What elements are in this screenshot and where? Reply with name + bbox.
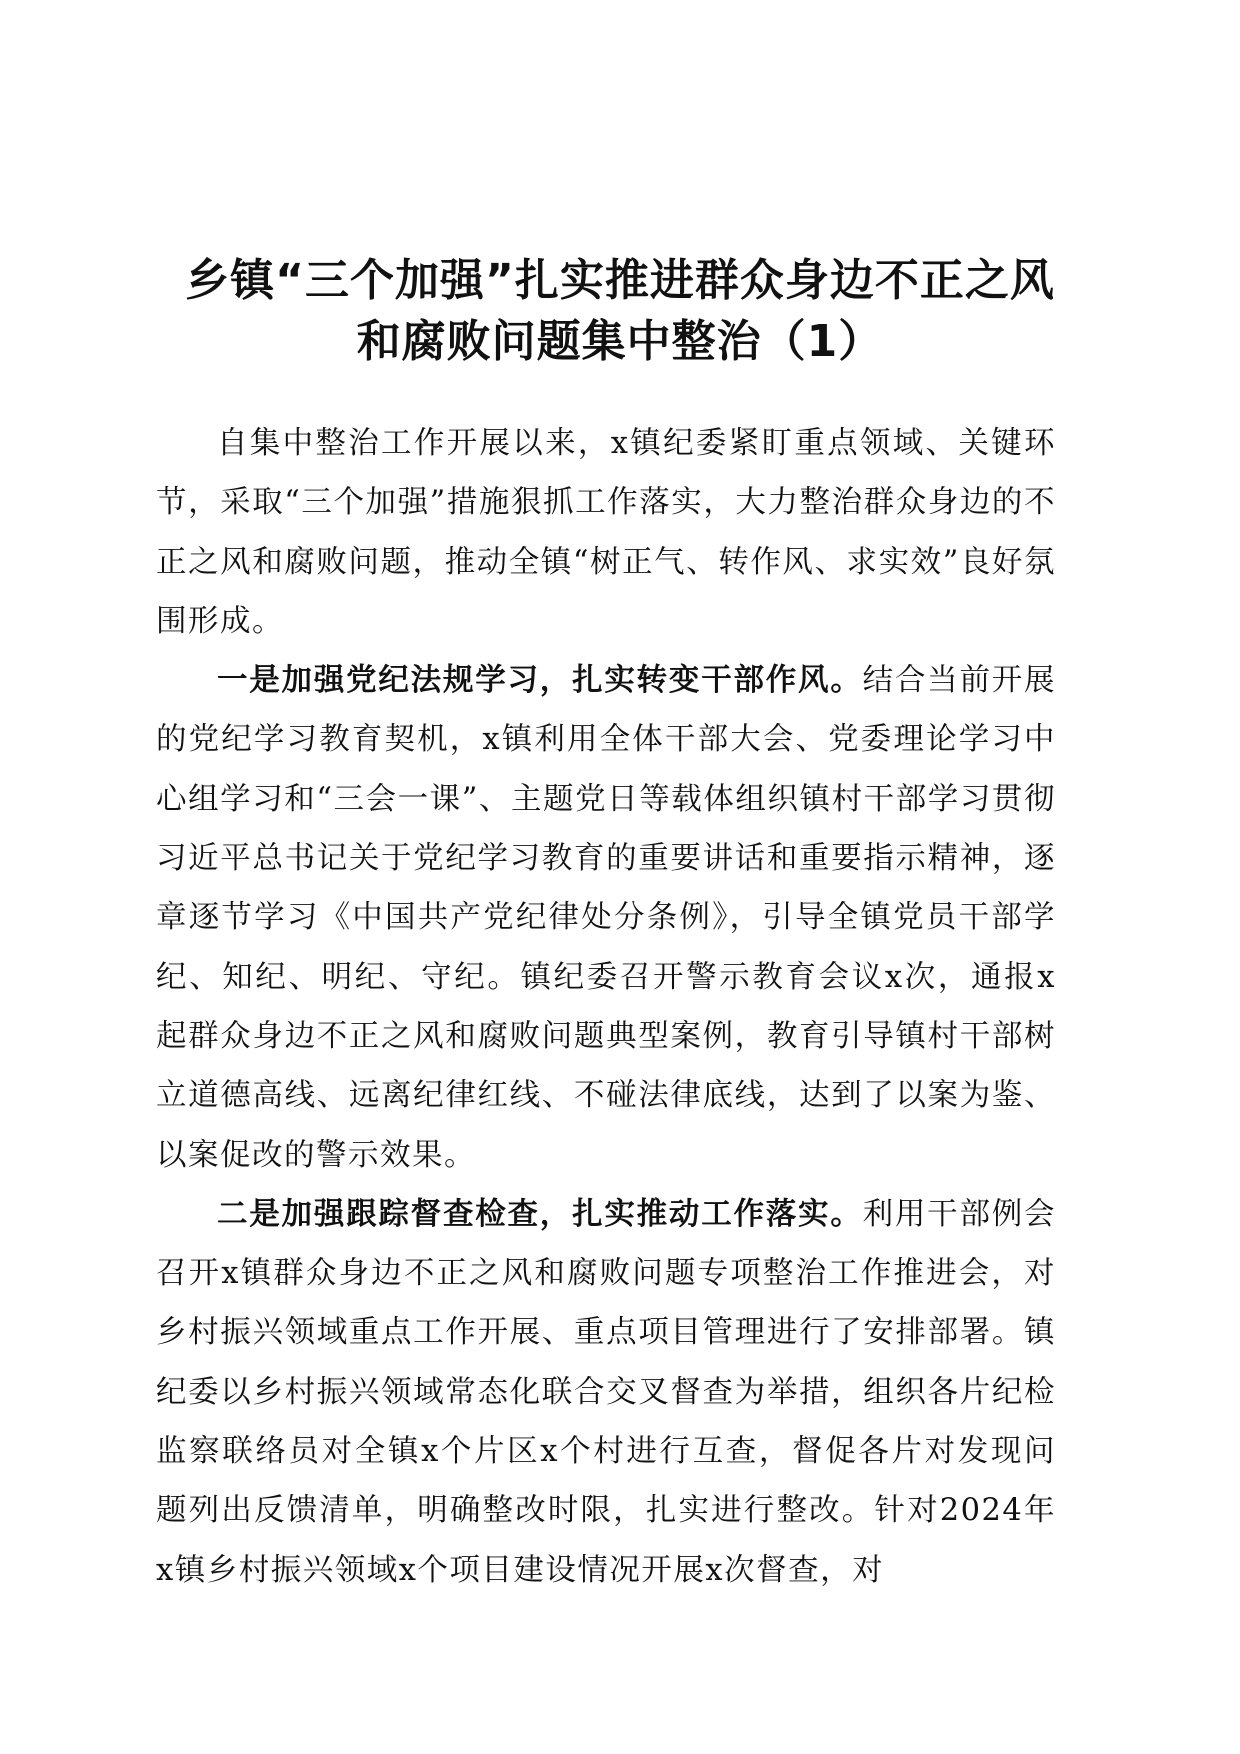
paragraph-one	[156, 651, 1056, 1185]
paragraph-text: 利用干部例会召开x镇群众身边不正之风和腐败问题专项整治工作推进会，对乡村振兴领域重点工作开展、重点项目管理进行了安排部署。镇纪委以乡村振兴领域常态化联合交叉督查为举措，组织各片纪检监察联络员对全镇x个片区x个村进行互查，督促各片对发现问题列出反馈清单，明确整改时限，扎实进行整改。针对2024年x镇乡村振兴领域x个项目建设情况开展x次督查，对	[156, 1196, 1057, 1588]
title-line-1: 乡镇“三个加强”扎实推进群众身边不正之风	[185, 255, 1055, 306]
document-body	[156, 414, 1056, 1600]
paragraph-lead: 一是加强党纪法规学习，扎实转变干部作风。	[217, 663, 863, 699]
paragraph-intro	[156, 414, 1056, 651]
paragraph-two	[156, 1185, 1056, 1600]
paragraph-text: 自集中整治工作开展以来，x镇纪委紧盯重点领域、关键环节，采取“三个加强”措施狠抓工作落实，大力整治群众身边的不正之风和腐败问题，推动全镇“树正气、转作风、求实效”良好氛围形成。	[156, 426, 1056, 639]
document-title	[140, 250, 1100, 372]
title-line-2: 和腐败问题集中整治（1）	[356, 316, 884, 367]
paragraph-text: 结合当前开展的党纪学习教育契机，x镇利用全体干部大会、党委理论学习中心组学习和“三会一课”、主题党日等载体组织镇村干部学习贯彻习近平总书记关于党纪学习教育的重要讲话和重要指示精神，逐章逐节学习《中国共产党纪律处分条例》，引导全镇党员干部学纪、知纪、明纪、守纪。镇纪委召开警示教育会议x次，通报x起群众身边不正之风和腐败问题典型案例，教育引导镇村干部树立道德高线、远离纪律红线、不碰法律底线，达到了以案为鉴、以案促改的警示效果。	[156, 663, 1057, 1173]
paragraph-lead: 二是加强跟踪督查检查，扎实推动工作落实。	[217, 1196, 863, 1232]
